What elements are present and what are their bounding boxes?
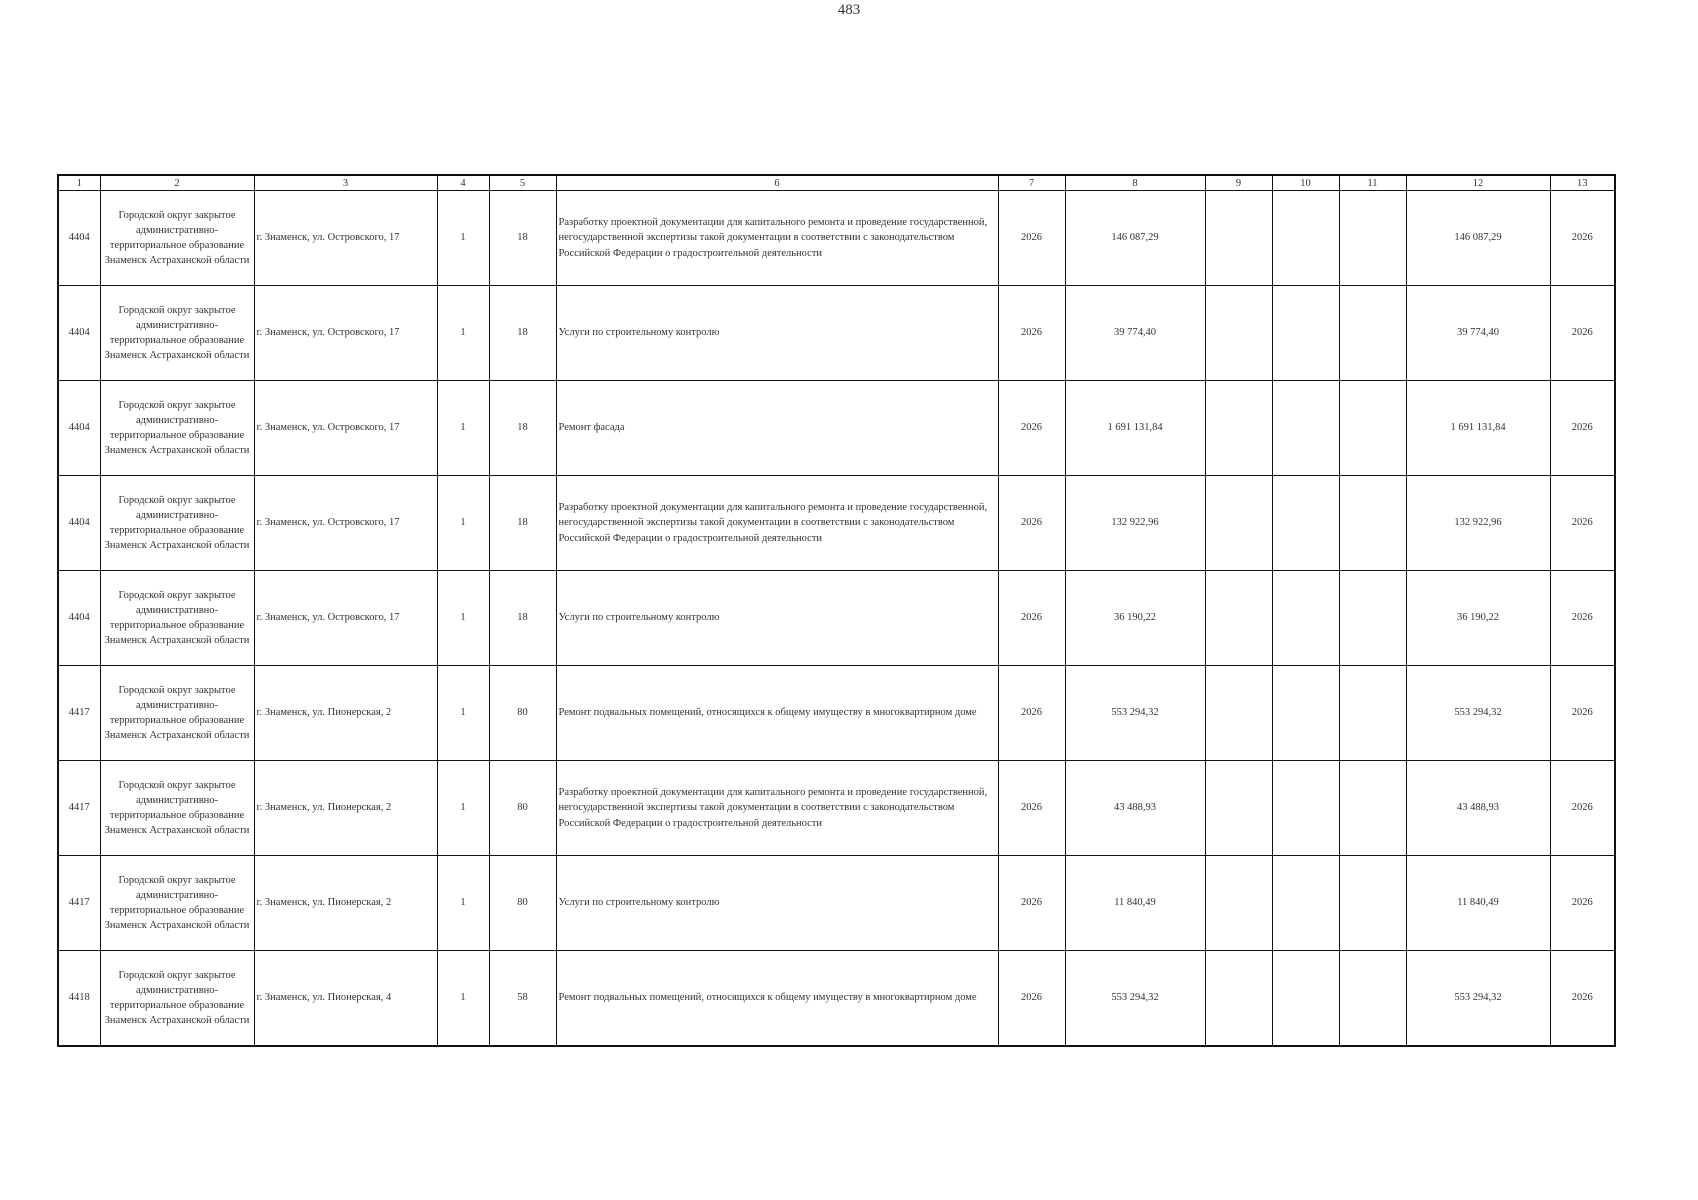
column-header: 12 bbox=[1406, 175, 1550, 191]
table-cell-amount: 43 488,93 bbox=[1065, 761, 1205, 856]
column-header: 9 bbox=[1205, 175, 1272, 191]
register-table bbox=[57, 174, 1616, 1047]
table-cell-completion-year: 2026 bbox=[1550, 571, 1615, 666]
table-cell-col-9-value bbox=[1205, 476, 1272, 571]
table-cell-object-code: 4417 bbox=[58, 761, 100, 856]
table-cell-work-type: Ремонт фасада bbox=[556, 381, 998, 476]
table-cell-completion-year: 2026 bbox=[1550, 381, 1615, 476]
table-cell-year: 2026 bbox=[998, 951, 1065, 1047]
table-row bbox=[58, 381, 1615, 476]
table-cell-completion-year: 2026 bbox=[1550, 666, 1615, 761]
table-cell-col-9-value bbox=[1205, 856, 1272, 951]
table-cell-col-5-value: 18 bbox=[489, 286, 556, 381]
table-row bbox=[58, 476, 1615, 571]
table-cell-col-11-value bbox=[1339, 286, 1406, 381]
column-header: 10 bbox=[1272, 175, 1339, 191]
table-cell-col-11-value bbox=[1339, 666, 1406, 761]
table-cell-amount-total: 553 294,32 bbox=[1406, 666, 1550, 761]
table-cell-municipality: Городской округ закрытое административно-территориальное образование Знаменск Астраханской области bbox=[100, 951, 254, 1047]
table-cell-col-10-value bbox=[1272, 191, 1339, 286]
table-cell-amount: 553 294,32 bbox=[1065, 666, 1205, 761]
table-cell-year: 2026 bbox=[998, 286, 1065, 381]
table-row bbox=[58, 571, 1615, 666]
table-cell-work-type: Услуги по строительному контролю bbox=[556, 856, 998, 951]
table-cell-col-9-value bbox=[1205, 761, 1272, 856]
table-cell-object-code: 4404 bbox=[58, 381, 100, 476]
table-cell-completion-year: 2026 bbox=[1550, 286, 1615, 381]
table-cell-amount: 36 190,22 bbox=[1065, 571, 1205, 666]
table-cell-object-code: 4404 bbox=[58, 191, 100, 286]
table-cell-col-5-value: 80 bbox=[489, 761, 556, 856]
table-row bbox=[58, 666, 1615, 761]
table-cell-address: г. Знаменск, ул. Пионерская, 2 bbox=[254, 761, 437, 856]
table-cell-year: 2026 bbox=[998, 191, 1065, 286]
table-cell-year: 2026 bbox=[998, 476, 1065, 571]
table-cell-municipality: Городской округ закрытое административно-территориальное образование Знаменск Астраханской области bbox=[100, 761, 254, 856]
table-cell-completion-year: 2026 bbox=[1550, 761, 1615, 856]
table-cell-col-5-value: 18 bbox=[489, 191, 556, 286]
table-cell-col-5-value: 18 bbox=[489, 571, 556, 666]
table-cell-col-10-value bbox=[1272, 951, 1339, 1047]
table-cell-amount-total: 11 840,49 bbox=[1406, 856, 1550, 951]
table-cell-col-10-value bbox=[1272, 286, 1339, 381]
table-row bbox=[58, 761, 1615, 856]
table-cell-amount: 11 840,49 bbox=[1065, 856, 1205, 951]
table-cell-year: 2026 bbox=[998, 666, 1065, 761]
table-cell-object-code: 4417 bbox=[58, 666, 100, 761]
table-cell-completion-year: 2026 bbox=[1550, 191, 1615, 286]
table-cell-object-code: 4404 bbox=[58, 286, 100, 381]
table-cell-col-4-value: 1 bbox=[437, 761, 489, 856]
table-cell-work-type: Разработку проектной документации для капитального ремонта и проведение государственной, негосударственной экспертизы такой документации в соответствии с законодательством Российской Федерации о градостроительной деятельности bbox=[556, 476, 998, 571]
table-cell-amount-total: 43 488,93 bbox=[1406, 761, 1550, 856]
table-cell-year: 2026 bbox=[998, 856, 1065, 951]
table-cell-col-11-value bbox=[1339, 571, 1406, 666]
table-cell-address: г. Знаменск, ул. Островского, 17 bbox=[254, 191, 437, 286]
table-cell-col-11-value bbox=[1339, 381, 1406, 476]
table-cell-address: г. Знаменск, ул. Пионерская, 2 bbox=[254, 666, 437, 761]
table-cell-address: г. Знаменск, ул. Островского, 17 bbox=[254, 286, 437, 381]
table-cell-address: г. Знаменск, ул. Пионерская, 4 bbox=[254, 951, 437, 1047]
table-cell-amount: 132 922,96 bbox=[1065, 476, 1205, 571]
table-cell-col-5-value: 18 bbox=[489, 381, 556, 476]
table-cell-work-type: Разработку проектной документации для капитального ремонта и проведение государственной, негосударственной экспертизы такой документации в соответствии с законодательством Российской Федерации о градостроительной деятельности bbox=[556, 191, 998, 286]
table-cell-col-5-value: 80 bbox=[489, 666, 556, 761]
table-cell-year: 2026 bbox=[998, 381, 1065, 476]
table-cell-col-4-value: 1 bbox=[437, 856, 489, 951]
column-header: 4 bbox=[437, 175, 489, 191]
table-cell-col-10-value bbox=[1272, 856, 1339, 951]
table-cell-col-9-value bbox=[1205, 666, 1272, 761]
column-header: 3 bbox=[254, 175, 437, 191]
table-cell-address: г. Знаменск, ул. Островского, 17 bbox=[254, 381, 437, 476]
column-header: 13 bbox=[1550, 175, 1615, 191]
column-header: 8 bbox=[1065, 175, 1205, 191]
table-cell-col-5-value: 58 bbox=[489, 951, 556, 1047]
table-cell-col-10-value bbox=[1272, 761, 1339, 856]
table-cell-amount-total: 36 190,22 bbox=[1406, 571, 1550, 666]
table-cell-amount: 146 087,29 bbox=[1065, 191, 1205, 286]
table-cell-col-10-value bbox=[1272, 476, 1339, 571]
table-cell-municipality: Городской округ закрытое административно-территориальное образование Знаменск Астраханской области bbox=[100, 666, 254, 761]
table-cell-amount-total: 39 774,40 bbox=[1406, 286, 1550, 381]
table-cell-col-4-value: 1 bbox=[437, 286, 489, 381]
table-cell-amount: 553 294,32 bbox=[1065, 951, 1205, 1047]
table-cell-col-4-value: 1 bbox=[437, 191, 489, 286]
table-cell-col-11-value bbox=[1339, 951, 1406, 1047]
table-cell-col-5-value: 18 bbox=[489, 476, 556, 571]
table-row bbox=[58, 951, 1615, 1047]
table-cell-col-9-value bbox=[1205, 571, 1272, 666]
table-cell-col-4-value: 1 bbox=[437, 666, 489, 761]
table-cell-amount-total: 146 087,29 bbox=[1406, 191, 1550, 286]
table-cell-object-code: 4417 bbox=[58, 856, 100, 951]
table-cell-col-9-value bbox=[1205, 191, 1272, 286]
table-cell-municipality: Городской округ закрытое административно-территориальное образование Знаменск Астраханской области bbox=[100, 191, 254, 286]
table-cell-address: г. Знаменск, ул. Островского, 17 bbox=[254, 571, 437, 666]
table-cell-col-11-value bbox=[1339, 476, 1406, 571]
table-cell-municipality: Городской округ закрытое административно-территориальное образование Знаменск Астраханской области bbox=[100, 381, 254, 476]
table-cell-amount-total: 553 294,32 bbox=[1406, 951, 1550, 1047]
table-row bbox=[58, 191, 1615, 286]
table-cell-col-4-value: 1 bbox=[437, 476, 489, 571]
table-cell-col-4-value: 1 bbox=[437, 381, 489, 476]
table-cell-work-type: Ремонт подвальных помещений, относящихся к общему имуществу в многоквартирном доме bbox=[556, 951, 998, 1047]
column-header: 1 bbox=[58, 175, 100, 191]
table-cell-object-code: 4404 bbox=[58, 476, 100, 571]
table-cell-col-10-value bbox=[1272, 666, 1339, 761]
column-header: 6 bbox=[556, 175, 998, 191]
table-row bbox=[58, 286, 1615, 381]
table-row bbox=[58, 856, 1615, 951]
table-cell-work-type: Ремонт подвальных помещений, относящихся к общему имуществу в многоквартирном доме bbox=[556, 666, 998, 761]
page-number: 483 bbox=[837, 2, 861, 18]
table-cell-col-11-value bbox=[1339, 856, 1406, 951]
table-cell-municipality: Городской округ закрытое административно-территориальное образование Знаменск Астраханской области bbox=[100, 286, 254, 381]
table-cell-col-5-value: 80 bbox=[489, 856, 556, 951]
table-cell-work-type: Услуги по строительному контролю bbox=[556, 571, 998, 666]
table-cell-col-9-value bbox=[1205, 381, 1272, 476]
table-cell-work-type: Разработку проектной документации для капитального ремонта и проведение государственной, негосударственной экспертизы такой документации в соответствии с законодательством Российской Федерации о градостроительной деятельности bbox=[556, 761, 998, 856]
table-cell-object-code: 4404 bbox=[58, 571, 100, 666]
table-cell-amount-total: 132 922,96 bbox=[1406, 476, 1550, 571]
table-cell-amount: 1 691 131,84 bbox=[1065, 381, 1205, 476]
table-body bbox=[58, 191, 1615, 1047]
table-cell-col-4-value: 1 bbox=[437, 571, 489, 666]
table-cell-municipality: Городской округ закрытое административно-территориальное образование Знаменск Астраханской области bbox=[100, 571, 254, 666]
table-cell-col-10-value bbox=[1272, 571, 1339, 666]
table-cell-year: 2026 bbox=[998, 571, 1065, 666]
column-header: 5 bbox=[489, 175, 556, 191]
table-cell-col-4-value: 1 bbox=[437, 951, 489, 1047]
table-cell-col-9-value bbox=[1205, 286, 1272, 381]
table-cell-year: 2026 bbox=[998, 761, 1065, 856]
table-cell-completion-year: 2026 bbox=[1550, 476, 1615, 571]
column-header: 11 bbox=[1339, 175, 1406, 191]
table-cell-completion-year: 2026 bbox=[1550, 856, 1615, 951]
table-cell-amount-total: 1 691 131,84 bbox=[1406, 381, 1550, 476]
table-cell-address: г. Знаменск, ул. Островского, 17 bbox=[254, 476, 437, 571]
table-cell-address: г. Знаменск, ул. Пионерская, 2 bbox=[254, 856, 437, 951]
table-cell-municipality: Городской округ закрытое административно-территориальное образование Знаменск Астраханской области bbox=[100, 856, 254, 951]
table-cell-col-10-value bbox=[1272, 381, 1339, 476]
table-cell-municipality: Городской округ закрытое административно-территориальное образование Знаменск Астраханской области bbox=[100, 476, 254, 571]
column-header: 7 bbox=[998, 175, 1065, 191]
table-cell-work-type: Услуги по строительному контролю bbox=[556, 286, 998, 381]
table-cell-object-code: 4418 bbox=[58, 951, 100, 1047]
column-header: 2 bbox=[100, 175, 254, 191]
table-cell-col-9-value bbox=[1205, 951, 1272, 1047]
header-row bbox=[58, 175, 1615, 191]
table-cell-col-11-value bbox=[1339, 191, 1406, 286]
table-cell-completion-year: 2026 bbox=[1550, 951, 1615, 1047]
table-cell-amount: 39 774,40 bbox=[1065, 286, 1205, 381]
table-cell-col-11-value bbox=[1339, 761, 1406, 856]
